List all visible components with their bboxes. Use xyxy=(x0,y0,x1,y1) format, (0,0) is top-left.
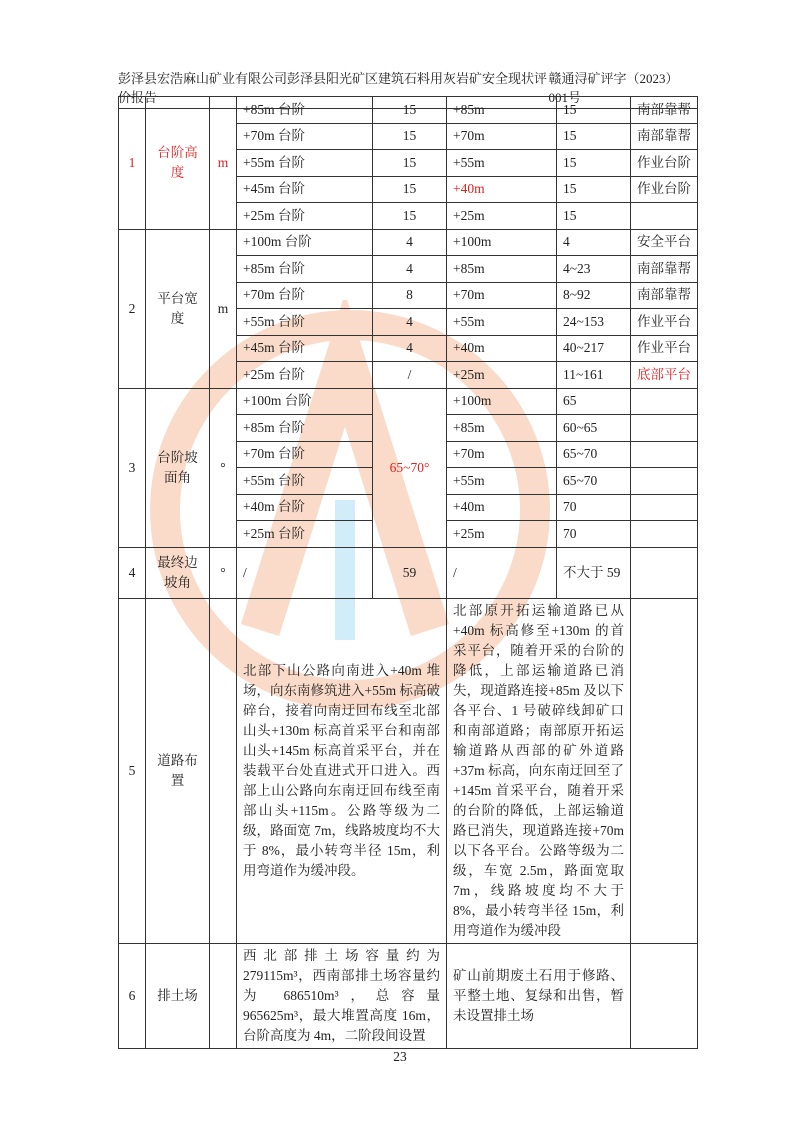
actual-value: 15 xyxy=(557,203,631,230)
item-name: 平台宽度 xyxy=(146,229,210,388)
design-bench: +85m 台阶 xyxy=(237,415,373,442)
design-bench: +70m 台阶 xyxy=(237,282,373,309)
design-bench: +40m 台阶 xyxy=(237,494,373,521)
remark: 作业台阶 xyxy=(631,176,698,203)
remark xyxy=(631,203,698,230)
design-bench: +55m 台阶 xyxy=(237,309,373,336)
remark: 南部靠帮 xyxy=(631,256,698,283)
table-row xyxy=(119,388,698,415)
item-name: 最终边坡角 xyxy=(146,547,210,598)
report-title: 彭泽县宏浩麻山矿业有限公司彭泽县阳光矿区建筑石料用灰岩矿安全现状评价报告 xyxy=(118,71,548,105)
remark: 南部靠帮 xyxy=(631,282,698,309)
design-description: 北部下山公路向南进入+40m 堆场，向东南修筑进入+55m 标高破碎台，接着向南迂回布线至北部山头+130m 标高首采平台和南部山头+145m 标高首采平台，并在装载平台处直进式开口进入。西部上山公路向东南迂回布线至南部山头+115m。公路等级为二级，路面宽 7m，线路坡度均不大于 8%，最小转弯半径 15m，利用弯道作为缓冲段。 xyxy=(237,598,447,943)
actual-bench: +25m xyxy=(447,521,557,548)
design-bench: +85m 台阶 xyxy=(237,256,373,283)
remark xyxy=(631,441,698,468)
actual-value: 不大于 59 xyxy=(557,547,631,598)
design-bench: +45m 台阶 xyxy=(237,335,373,362)
design-value: 4 xyxy=(373,335,447,362)
item-number: 3 xyxy=(119,388,146,547)
design-value: 4 xyxy=(373,229,447,256)
actual-bench: +40m xyxy=(447,494,557,521)
actual-value: 4~23 xyxy=(557,256,631,283)
design-value: 15 xyxy=(373,97,447,124)
item-number: 6 xyxy=(119,943,146,1048)
remark: 作业台阶 xyxy=(631,150,698,177)
remark: 底部平台 xyxy=(631,362,698,389)
actual-value: 70 xyxy=(557,494,631,521)
actual-bench: +40m xyxy=(447,335,557,362)
table-row xyxy=(119,229,698,256)
actual-value: 40~217 xyxy=(557,335,631,362)
remark xyxy=(631,598,698,943)
design-value: 15 xyxy=(373,123,447,150)
actual-bench: / xyxy=(447,547,557,598)
actual-bench: +25m xyxy=(447,203,557,230)
design-bench: +70m 台阶 xyxy=(237,123,373,150)
design-value: 4 xyxy=(373,309,447,336)
item-unit xyxy=(210,943,237,1048)
actual-bench: +40m xyxy=(447,176,557,203)
item-name: 排土场 xyxy=(146,943,210,1048)
actual-bench: +55m xyxy=(447,309,557,336)
item-unit: m xyxy=(210,229,237,388)
remark: 南部靠帮 xyxy=(631,97,698,124)
item-unit: m xyxy=(210,97,237,230)
actual-value: 24~153 xyxy=(557,309,631,336)
remark xyxy=(631,943,698,1048)
actual-value: 15 xyxy=(557,150,631,177)
actual-bench: +55m xyxy=(447,150,557,177)
remark: 安全平台 xyxy=(631,229,698,256)
actual-value: 60~65 xyxy=(557,415,631,442)
design-bench: +70m 台阶 xyxy=(237,441,373,468)
design-value: 15 xyxy=(373,176,447,203)
actual-value: 4 xyxy=(557,229,631,256)
remark xyxy=(631,388,698,415)
design-value: 65~70° xyxy=(373,388,447,547)
actual-bench: +70m xyxy=(447,123,557,150)
design-bench: / xyxy=(237,547,373,598)
design-bench: +45m 台阶 xyxy=(237,176,373,203)
actual-bench: +100m xyxy=(447,388,557,415)
item-number: 5 xyxy=(119,598,146,943)
table-row xyxy=(119,97,698,124)
actual-value: 65 xyxy=(557,388,631,415)
item-name: 道路布置 xyxy=(146,598,210,943)
design-bench: +25m 台阶 xyxy=(237,362,373,389)
item-unit: ° xyxy=(210,547,237,598)
design-description: 西北部排土场容量约为 279115m³，西南部排土场容量约为 686510m³，总容量 965625m³，最大堆置高度 16m，台阶高度为 4m，二阶段间设置 xyxy=(237,943,447,1048)
design-bench: +100m 台阶 xyxy=(237,229,373,256)
comparison-table xyxy=(118,96,698,1049)
item-number: 1 xyxy=(119,97,146,230)
design-bench: +85m 台阶 xyxy=(237,97,373,124)
actual-bench: +85m xyxy=(447,415,557,442)
actual-value: 15 xyxy=(557,123,631,150)
remark xyxy=(631,494,698,521)
actual-description: 矿山前期废土石用于修路、平整土地、复绿和出售，暂未设置排土场 xyxy=(447,943,631,1048)
actual-value: 15 xyxy=(557,176,631,203)
item-name: 台阶坡面角 xyxy=(146,388,210,547)
actual-value: 65~70 xyxy=(557,441,631,468)
item-number: 4 xyxy=(119,547,146,598)
remark: 作业平台 xyxy=(631,309,698,336)
item-unit: ° xyxy=(210,388,237,547)
design-value: 59 xyxy=(373,547,447,598)
design-bench: +100m 台阶 xyxy=(237,388,373,415)
actual-bench: +55m xyxy=(447,468,557,495)
actual-value: 8~92 xyxy=(557,282,631,309)
actual-bench: +85m xyxy=(447,97,557,124)
actual-description: 北部原开拓运输道路已从+40m 标高修至+130m 的首采平台，随着开采的台阶的降低，上部运输道路已消失，现道路连接+85m 及以下各平台、1 号破碎线卸矿口和南部道路；南部原开拓运输道路从西部的矿外道路+37m 标高，向东南迂回至了+145m 首采平台，随着开采的台阶的降低，上部运输道路已消失，现道路连接+70m 以下各平台。公路等级为二级，车宽 2.5m，路面宽取 7m，线路坡度均不大于 8%，最小转弯半径 15m，利用弯道作为缓冲段 xyxy=(447,598,631,943)
design-value: / xyxy=(373,362,447,389)
item-number: 2 xyxy=(119,229,146,388)
design-value: 15 xyxy=(373,150,447,177)
actual-bench: +85m xyxy=(447,256,557,283)
actual-bench: +70m xyxy=(447,282,557,309)
actual-bench: +70m xyxy=(447,441,557,468)
design-bench: +55m 台阶 xyxy=(237,468,373,495)
remark xyxy=(631,415,698,442)
item-name: 台阶高度 xyxy=(146,97,210,230)
page-number: 23 xyxy=(393,1049,407,1064)
item-unit xyxy=(210,598,237,943)
remark: 南部靠帮 xyxy=(631,123,698,150)
actual-value: 15 xyxy=(557,97,631,124)
design-bench: +25m 台阶 xyxy=(237,521,373,548)
remark xyxy=(631,547,698,598)
remark xyxy=(631,521,698,548)
design-bench: +25m 台阶 xyxy=(237,203,373,230)
design-bench: +55m 台阶 xyxy=(237,150,373,177)
actual-bench: +100m xyxy=(447,229,557,256)
design-value: 15 xyxy=(373,203,447,230)
actual-value: 65~70 xyxy=(557,468,631,495)
document-number: 赣通浔矿评字（2023）001号 xyxy=(548,71,679,105)
design-value: 8 xyxy=(373,282,447,309)
actual-value: 70 xyxy=(557,521,631,548)
actual-value: 11~161 xyxy=(557,362,631,389)
remark xyxy=(631,468,698,495)
remark: 作业平台 xyxy=(631,335,698,362)
design-value: 4 xyxy=(373,256,447,283)
actual-bench: +25m xyxy=(447,362,557,389)
